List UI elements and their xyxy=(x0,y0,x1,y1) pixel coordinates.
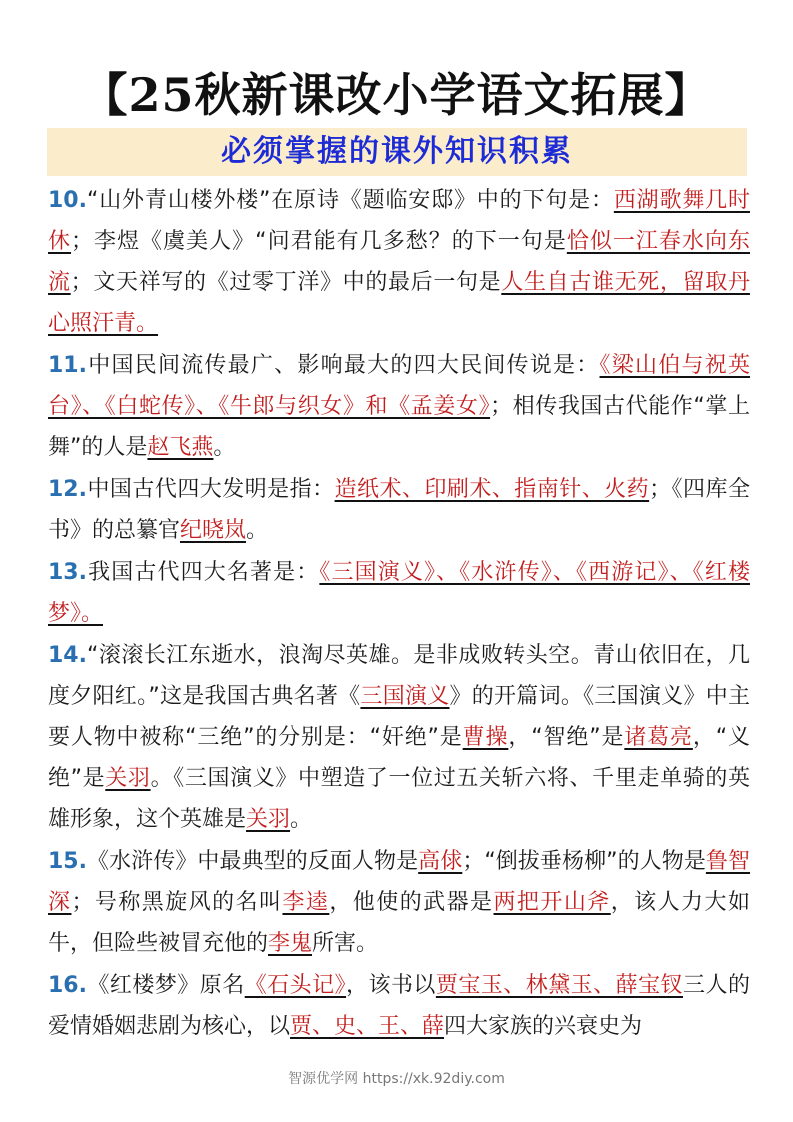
item-text: 中国古代四大发明是指： xyxy=(86,477,335,502)
item-text: 。《三国演义》中塑造了一位过五关斩六将、千里走单骑的英雄形象，这个英雄是 xyxy=(48,766,750,832)
answer: 关羽 xyxy=(246,807,291,832)
item-text: ；“倒拔垂杨柳”的人物是 xyxy=(462,849,706,874)
item-14 xyxy=(48,635,750,840)
item-number: 15. xyxy=(48,849,87,874)
item-number: 12. xyxy=(48,477,87,502)
item-text: 所害。 xyxy=(312,931,379,956)
item-number: 16. xyxy=(48,973,87,998)
item-text: “滚滚长江东逝水，浪淘尽英雄。是非成败转头空。青山依旧在，几度夕阳红。”这是我国古典名著《 xyxy=(48,643,750,709)
item-text: ；李煜《虞美人》“问君能有几多愁？的下一句是 xyxy=(71,229,567,254)
item-16 xyxy=(48,965,750,1047)
answer: 《三国演义》、《水浒传》、《西游记》、《红楼梦》。 xyxy=(48,560,750,626)
answer: 恰似一江春水向东流 xyxy=(48,229,750,295)
answer: 李逵 xyxy=(282,890,330,915)
answer: 赵飞燕 xyxy=(147,435,214,460)
item-number: 11. xyxy=(48,353,87,378)
item-10 xyxy=(48,180,750,344)
answer: 曹操 xyxy=(462,725,509,750)
answer: 《石头记》 xyxy=(244,973,347,998)
item-15 xyxy=(48,841,750,964)
item-text: ，“智绝”是 xyxy=(508,725,625,750)
answer: 关羽 xyxy=(105,766,151,791)
answer: 贾、史、王、薛 xyxy=(290,1014,445,1039)
answer: 三国演义 xyxy=(360,684,450,709)
item-text: ；《四库全书》的总纂官 xyxy=(48,477,750,543)
answer: 诸葛亮 xyxy=(624,725,693,750)
item-number: 13. xyxy=(48,560,87,585)
item-12 xyxy=(48,469,750,551)
item-text: 我国古代四大名著是： xyxy=(86,560,320,585)
content xyxy=(48,180,750,1047)
item-number: 10. xyxy=(48,188,87,213)
item-text: 三人的爱情婚姻悲剧为核心，以 xyxy=(48,973,750,1039)
item-text: ；号称黑旋风的名叫 xyxy=(71,890,283,915)
item-13 xyxy=(48,552,750,634)
item-text: 中国民间流传最广、影响最大的四大民间传说是： xyxy=(86,353,600,378)
page-subtitle: 必须掌握的课外知识积累 xyxy=(221,134,573,169)
item-number: 14. xyxy=(48,643,87,668)
answer: 贾宝玉、林黛玉、薛宝钗 xyxy=(435,973,684,998)
item-text: ；相传我国古代能作“掌上舞”的人是 xyxy=(48,394,750,460)
item-text: 四大家族的兴衰史为 xyxy=(444,1014,643,1039)
item-text: ，他使的武器是 xyxy=(329,890,494,915)
item-text: ，“义绝”是 xyxy=(48,725,750,791)
page-title: 【25秋新课改小学语文拓展】 xyxy=(81,68,712,122)
answer: 造纸术、印刷术、指南针、火药 xyxy=(334,477,650,502)
answer: 鲁智深 xyxy=(48,849,750,915)
answer: 人生自古谁无死，留取丹心照汗青。 xyxy=(48,270,750,336)
item-text: ，该人力大如牛，但险些被冒充他的 xyxy=(48,890,750,956)
answer: 纪晓岚 xyxy=(180,518,247,543)
item-text: 。 xyxy=(213,435,236,460)
item-text: ；文天祥写的《过零丁洋》中的最后一句是 xyxy=(70,270,502,295)
answer: 高俅 xyxy=(418,849,463,874)
answer: 两把开山斧 xyxy=(493,890,611,915)
footer-watermark: 智源优学网 https://xk.92diy.com xyxy=(288,1071,505,1087)
item-text: 。 xyxy=(290,807,313,832)
item-text: 《水浒传》中最典型的反面人物是 xyxy=(86,849,419,874)
item-text: “山外青山楼外楼”在原诗《题临安邸》中的下句是： xyxy=(86,188,614,213)
item-text: ，该书以 xyxy=(346,973,436,998)
answer: 《梁山伯与祝英台》、《白蛇传》、《牛郎与织女》和《孟姜女》 xyxy=(48,353,750,419)
answer: 李鬼 xyxy=(268,931,313,956)
item-text: 《红楼梦》原名 xyxy=(86,973,245,998)
item-text: 。 xyxy=(246,518,269,543)
answer: 西湖歌舞几时休 xyxy=(48,188,750,254)
item-text: 》的开篇词。《三国演义》中主要人物中被称“三绝”的分别是：“奸绝”是 xyxy=(48,684,750,750)
item-11 xyxy=(48,345,750,468)
